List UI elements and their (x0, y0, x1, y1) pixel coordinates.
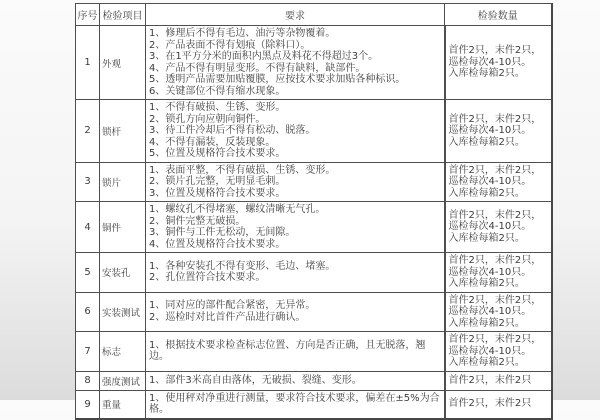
requirement-line: 2、锁孔方向应朝向铜件。 (149, 113, 266, 125)
quantity-line: 入库检每箱2只。 (448, 232, 525, 244)
table-row (76, 292, 552, 332)
requirement-line: 4、位置及规格符合技术要求。 (149, 238, 286, 250)
inspection-quantity-cell (445, 202, 552, 253)
row-serial-number: 4 (76, 202, 100, 253)
requirements-cell (146, 253, 445, 293)
requirements-cell (146, 202, 445, 253)
table-row (76, 253, 552, 293)
quantity-line: 巡检每次4-10只。 (448, 345, 532, 357)
requirement-line: 2、巡检时对比首件产品进行确认。 (149, 311, 306, 323)
requirements-cell (146, 26, 445, 100)
quantity-line: 入库检每箱2只。 (448, 187, 525, 199)
table-row (76, 100, 552, 163)
quantity-line: 首件2只，末件2只， (448, 255, 542, 266)
quantity-line: 入库检每箱2只。 (448, 136, 525, 148)
requirement-line: 5、位置及规格符合技术要求。 (149, 148, 286, 159)
quantity-line: 巡检每次4-10只。 (448, 221, 532, 233)
table-row (76, 26, 552, 100)
inspection-quantity-cell (445, 162, 552, 202)
quantity-line: 入库检每箱2只。 (448, 317, 525, 329)
requirement-line: 3、待工件冷却后不得有松动、脱落。 (149, 125, 316, 136)
inspection-quantity-cell (445, 332, 552, 372)
inspection-table-container (75, 3, 553, 420)
requirement-line: 1、使用秤对净重进行测量，要求符合技术要求，偏差在±5%为合格。 (149, 392, 440, 415)
requirement-line: 1、表面平整，不得有破损、生锈、变形。 (149, 164, 336, 176)
inspection-table-body (76, 26, 552, 419)
header-inspection-quantity: 检验数量 (445, 4, 552, 26)
row-serial-number: 8 (76, 371, 100, 390)
requirement-line: 5、透明产品需要加贴覆膜，应按技术要求加贴各种标识。 (149, 74, 406, 85)
quantity-line: 首件2只，末件2只 (448, 374, 532, 386)
inspection-item-name: 锁杆 (100, 100, 146, 163)
quantity-line: 巡检每次4-10只。 (448, 125, 532, 136)
inspection-quantity-cell (445, 292, 552, 332)
inspection-quantity-cell (445, 100, 552, 163)
inspection-quantity-cell (445, 253, 552, 293)
requirement-line: 1、螺纹孔不得堵塞，螺纹清晰无气孔。 (149, 204, 326, 215)
quantity-line: 首件2只，末件2只， (448, 334, 542, 345)
table-row (76, 371, 552, 390)
row-serial-number: 3 (76, 162, 100, 202)
requirement-line: 1、部件3米高自由落体，无破损、裂缝、变形。 (149, 374, 362, 386)
requirement-line: 2、产品表面不得有划痕（除料口）。 (149, 39, 311, 51)
requirements-cell (146, 100, 445, 163)
quantity-line: 巡检每次4-10只。 (448, 56, 532, 68)
quantity-line: 首件2只，末件2只， (448, 164, 542, 176)
requirement-line: 2、铜件完整无破损。 (149, 215, 246, 227)
requirements-cell (146, 371, 445, 390)
requirement-line: 1、修理后不得有毛边、油污等杂物覆着。 (149, 28, 336, 39)
quantity-line: 巡检每次4-10只。 (448, 306, 532, 317)
requirements-cell (146, 332, 445, 372)
requirements-cell (146, 390, 445, 419)
quantity-line: 首件2只，末件2只， (448, 45, 542, 57)
requirement-line: 3、铜件与工件无松动，无间隙。 (149, 227, 296, 238)
requirement-line: 3、在1平方分米的面积内黑点及料花不得超过3个。 (149, 51, 379, 62)
table-row (76, 332, 552, 372)
row-serial-number: 7 (76, 332, 100, 372)
row-serial-number: 1 (76, 26, 100, 100)
quantity-line: 首件2只，末件2只， (448, 113, 542, 125)
table-row (76, 162, 552, 202)
inspection-item-name: 重量 (100, 390, 146, 419)
row-serial-number: 2 (76, 100, 100, 163)
requirements-cell (146, 292, 445, 332)
requirement-line: 1、各种安装孔不得有变形、毛边、堵塞。 (149, 260, 336, 272)
inspection-quantity-cell (445, 390, 552, 419)
requirement-line: 2、锁片孔完整，无明显毛刺。 (149, 176, 286, 187)
inspection-item-name: 锁片 (100, 162, 146, 202)
inspection-quantity-cell (445, 371, 552, 390)
quantity-line: 入库检每箱2只。 (448, 68, 525, 80)
requirement-line: 3、位置及规格符合技术要求。 (149, 187, 286, 199)
quantity-line: 入库检每箱2只。 (448, 278, 525, 289)
quantity-line: 首件2只，末件2只， (448, 294, 542, 306)
requirements-cell (146, 162, 445, 202)
inspection-item-name: 铜件 (100, 202, 146, 253)
requirement-line: 4、不得有漏装，反装现象。 (149, 136, 276, 148)
row-serial-number: 5 (76, 253, 100, 293)
inspection-item-name: 标志 (100, 332, 146, 372)
requirement-line: 1、不得有破损、生锈、变形。 (149, 102, 286, 113)
inspection-item-name: 外观 (100, 26, 146, 100)
inspection-quantity-cell (445, 26, 552, 100)
header-requirement: 要求 (146, 4, 445, 26)
quantity-line: 巡检每次4-10只。 (448, 176, 532, 187)
requirement-line: 4、产品不得有明显变形。不得有缺料，缺部件。 (149, 62, 366, 74)
quantity-line: 首件2只，末件2只 (448, 398, 532, 410)
header-serial-number: 序号 (76, 4, 100, 26)
inspection-table (75, 3, 553, 420)
header-row (76, 4, 552, 26)
inspection-item-name: 强度测试 (100, 371, 146, 390)
quantity-line: 巡检每次4-10只。 (448, 266, 532, 278)
inspection-item-name: 实装测试 (100, 292, 146, 332)
row-serial-number: 6 (76, 292, 100, 332)
header-inspection-item: 检验项目 (100, 4, 146, 26)
requirement-line: 1、同对应的部件配合紧密，无异常。 (149, 300, 316, 312)
table-row (76, 202, 552, 253)
row-serial-number: 9 (76, 390, 100, 419)
table-row (76, 390, 552, 419)
quantity-line: 入库检每箱2只。 (448, 357, 525, 368)
inspection-item-name: 安装孔 (100, 253, 146, 293)
requirement-line: 6、关键部位不得有缩水现象。 (149, 85, 286, 97)
requirement-line: 2、孔位置符合技术要求。 (149, 272, 266, 284)
quantity-line: 首件2只，末件2只， (448, 209, 542, 221)
requirement-line: 1、根据技术要求检查标志位置、方向是否正确，且无脱落，翘边。 (149, 339, 426, 363)
